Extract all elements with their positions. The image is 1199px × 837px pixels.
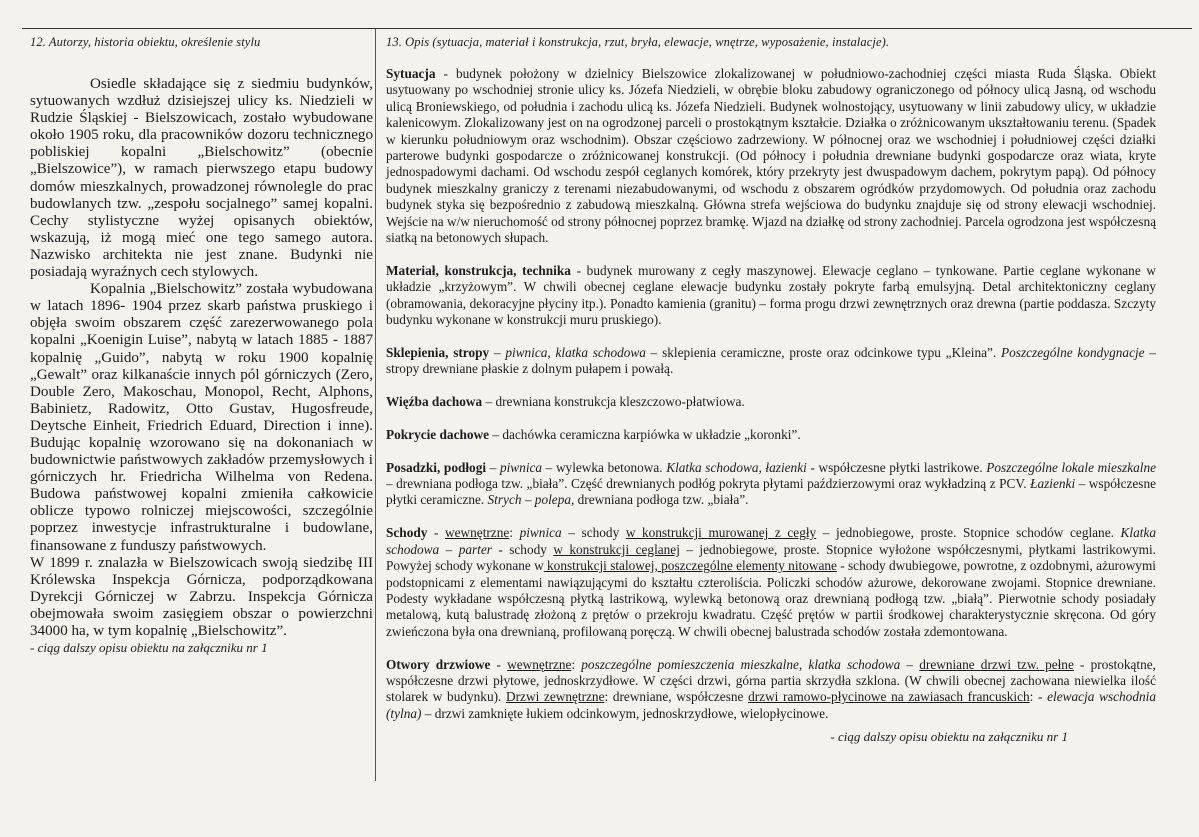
underlined-term: w konstrukcji ceglanej xyxy=(553,541,680,557)
room-name: piwnica, klatka schodowa xyxy=(505,344,646,360)
section-body: - budynek położony w dzielnicy Bielszowice zlokalizowanej w południowo-zachodniej części miasta Ruda Śląska. Obiekt usytuowany po wschodniej stronie ulicy ks. Józefa Niedzieli, w obrębie bloku zabudowy ograniczonego od północy ulicą Jasną, od wschodu ulicą Broniewskiego, od południa i zachodu ulicą ks. Józefa Niedzieli. Budynek wolnostojący, usytuowany w linii zabudowy ulicy, w układzie kalenicowym. Zlokalizowany jest on na ogrodzonej parceli o prostokątnym kształcie. Działka o zróżnicowanym ukształtowaniu terenu. (Spadek w kierunku południowym oraz wschodnim). Obszar częściowo zadrzewiony. W północnej oraz we wschodniej i południowej części działki parterowe budynki gospodarcze o zróżnicowanej konstrukcji. (Od północy i południa drewniane budynki gospodarcze oraz wiata, kryte jednospadowymi dachami. Od wschodu zespół ceglanych komórek, który przekryty jest dwuspadowym dachem, pokrytym papą). Od północy budynek mieszkalny graniczy z terenami niezabudowanymi, od wschodu z obszarem ogródków przydomowych. Od południa oraz zachodu budynek styka się bezpośrednio z zabudową mieszkalną. Główna strefa wejściowa do budynku znajduje się od strony elewacji wschodniej. Wejście na w/w nieruchomość od strony północnej poprzez bramkę. Wjazd na działkę od strony zachodniej. Parcela ogrodzona jest współczesną siatką na betonowych słupach. xyxy=(386,66,1156,246)
section-body: drewniana podłoga tzw. „biała”. xyxy=(574,492,749,508)
section-12-header: 12. Autorzy, historia obiektu, określenie stylu xyxy=(30,35,261,49)
room-name: poszczególne pomieszczenia mieszkalne, klatka schodowa xyxy=(581,656,901,672)
underlined-term: konstrukcji stalowej, poszczególne elementy nitowane xyxy=(543,558,837,574)
section-body: - współczesne płytki lastrikowe. xyxy=(806,459,987,475)
room-name: Klatka schodowa – parter xyxy=(386,525,1157,557)
section-body: – jednobiegowe, proste. Stopnice wyłożone współczesnymi, płytkami lastrikowymi. Powyżej schody wykonane w xyxy=(386,541,1156,574)
history-paragraph: W 1899 r. znalazła w Bielszowicach swoją siedzibę III Królewska Inspekcja Górnicza, podporządkowana Dyrekcji Górniczej w Zabrzu. Inspekcja Górnicza obejmowała swoim zasięgiem obszar o powierzchni 34000 ha, w tym kopalnię „Bielschowitz”. xyxy=(30,554,373,639)
section-otwory xyxy=(386,657,1156,723)
section-body: - schody dwubiegowe, powrotne, z ozdobnymi, ażurowymi podstopnicami z elementami nawiązującymi do kształtu czteroliścia. Policzki schodów ażurowe, dekorowane zwojami. Stopnice drewniane. Podesty wykładane współczesną płytką lastrikową, wylewką betonową oraz drewnianą podłogą tzw. „białą”. Pierwotnie schody posiadały metalową, kutą balustradę złożoną z prętów o przekroju kwadratu. Część prętów w partii środkowej charakterystycznie skręcona. Od góry zwieńczona była ona drewnianą, profilowaną poręczą. W chwili obecnej balustrada schodów została zdemontowana. xyxy=(386,558,1156,639)
section-sklepienia xyxy=(386,345,1156,378)
section-body: – współczesne płytki ceramiczne. xyxy=(386,476,1156,508)
separator: - xyxy=(427,525,446,541)
section-label: Materiał, konstrukcja, technika xyxy=(386,262,571,278)
section-body: – dachówka ceramiczna karpiówka w układzie „koronki”. xyxy=(489,426,801,442)
history-paragraph: Osiedle składające się z siedmiu budynków, sytuowanych wzdłuż dzisiejszej ulicy ks. Niedzieli w Rudzie Śląskiej - Bielszowicach, zostało wybudowane około 1905 roku, dla pracowników dozoru technicznego pobliskiej kopalni „Bielschowitz” (obecnie „Bielszowice”), w ramach pierwszego etapu budowy domów mieszkalnych, prowadzonej równolegle do prac budowlanych tzw. „zespołu socjalnego” samej kopalni. Cechy stylistyczne wyżej opisanych obiektów, wskazują, iż mogą mieć one tego samego autora. Nazwisko architekta nie jest znane. Budynki nie posiadają wyraźnych cech stylowych. xyxy=(30,76,373,281)
section-body: : xyxy=(509,525,520,541)
section-body: – drewniana podłoga tzw. „biała”. Część drewnianych podłóg pokryta płytami paździerzowymi oraz wykładziną z PCV. xyxy=(386,476,1031,492)
underlined-term: wewnętrzne xyxy=(507,656,572,672)
form-sheet xyxy=(22,28,1192,819)
section-body: : xyxy=(571,656,582,672)
section-body: - schody xyxy=(491,541,554,557)
room-name: piwnica xyxy=(499,459,543,475)
underlined-term: drewniane drzwi tzw. pełne xyxy=(919,656,1074,672)
description-text xyxy=(386,66,1156,722)
description-column xyxy=(386,29,1156,745)
section-sytuacja xyxy=(386,66,1156,246)
room-name: Poszczególne kondygnacje xyxy=(1001,344,1145,360)
room-name: Klatka schodowa, łazienki xyxy=(666,459,807,475)
section-13-header: 13. Opis (sytuacja, materiał i konstrukcja, rzut, bryła, elewacje, wnętrze, wyposażenie, instalacje). xyxy=(386,35,890,49)
separator: – xyxy=(486,459,500,475)
section-label: Posadzki, podłogi xyxy=(386,459,487,475)
room-name: Strych – polepa, xyxy=(487,492,575,508)
section-body: – wylewka betonowa. xyxy=(542,459,667,475)
section-wiezba xyxy=(386,394,1156,410)
underlined-term: wewnętrzne xyxy=(445,525,510,541)
continued-note-right: - ciąg dalszy opisu obiektu na załączniku nr 1 xyxy=(830,728,1068,744)
section-body: - budynek murowany z cegły maszynowej. Elewacje ceglano – tynkowane. Partie ceglane wykonane w układzie „krzyżowym”. W chwili obecnej ceglane elewacje budynku zostały pokryte farbą emulsyjną. Detal architektoniczny ceglany (obramowania, dekoracyjne płyciny itp.). Ponadto kamienia (granitu) – forma progu drzwi zewnętrznych oraz drewna (partie poddasza. Szczyty budynku wykonane w konstrukcji muru pruskiego). xyxy=(386,262,1156,328)
section-body: – xyxy=(900,656,920,672)
section-body: – schody xyxy=(561,525,626,541)
room-name: Łazienki xyxy=(1030,476,1076,492)
continued-note-left: - ciąg dalszy opisu obiektu na załączniku nr 1 xyxy=(30,640,268,656)
underlined-term: drzwi ramowo-płycinowe na zawiasach francuskich xyxy=(748,689,1030,705)
section-label: Sytuacja xyxy=(386,66,436,81)
column-divider xyxy=(375,29,376,781)
underlined-term: Drzwi zewnętrzne xyxy=(506,689,605,705)
authors-history-column xyxy=(30,29,373,656)
section-label: Pokrycie dachowe xyxy=(386,426,490,442)
section-body: – jednobiegowe, proste. Stopnice schodów ceglane. xyxy=(816,525,1121,541)
section-pokrycie xyxy=(386,427,1156,443)
section-body: – drewniana konstrukcja kleszczowo-płatwiowa. xyxy=(482,394,745,410)
section-label: Schody xyxy=(386,525,428,541)
room-name: Poszczególne lokale mieszkalne xyxy=(986,459,1156,475)
section-posadzki xyxy=(386,460,1156,509)
underlined-term: w konstrukcji murowanej z cegły xyxy=(625,525,817,541)
section-body: - prostokątne, współczesne drzwi płytowe, jednoskrzydłowe. W części drzwi, górna partia skrzydła szklona. (W chwili obecnej zachowana niewielka ilość stolarek w budynku). xyxy=(386,656,1156,705)
separator: – xyxy=(489,344,506,360)
section-schody xyxy=(386,525,1156,640)
section-label: Otwory drzwiowe xyxy=(386,656,491,672)
history-paragraph: Kopalnia „Bielschowitz” została wybudowana w latach 1896- 1904 przez skarb państwa pruskiego i objęła swoim obszarem część zarezerwowanego pola kopalni „Koenigin Luise”, nabytą w latach 1885 - 1887 kopalnię „Guido”, nabytą w roku 1900 kopalnię „Gewalt” oraz kilkanaście innych pól górniczych (Zero, Double Zero, Makoschau, Monopol, Recht, Alphons, Babinietz, Radowitz, Otto Gustav, Hugosfreude, Deytsche Einheit, Friedrich Eduard, Direction i inne). Budując kopalnię wzorowano się na dokonaniach w budownictwie państwowych zakładów przemysłowych i górniczych hr. Friedricha Wilhelma von Redena. Budowa państwowej kopalni zmieniła całkowicie oblicze typowo rolniczej miejscowości, szczególnie poprzez inwestycje infrastrukturalne i budowlane, finansowane z funduszy państwowych. xyxy=(30,281,373,554)
section-body: – stropy drewniane płaskie z dolnym pułapem i powałą. xyxy=(386,344,1156,377)
section-material xyxy=(386,263,1156,329)
section-body: : drewniane, współczesne xyxy=(604,689,749,705)
section-body: : - xyxy=(1029,689,1048,705)
section-label: Sklepienia, stropy xyxy=(386,344,490,360)
room-name: elewacja wschodnia (tylna) xyxy=(386,689,1156,721)
separator: - xyxy=(490,656,508,672)
room-name: piwnica xyxy=(519,525,562,541)
section-body: – drzwi zamknięte łukiem odcinkowym, jednoskrzydłowe, wielopłycinowe. xyxy=(421,705,829,721)
section-label: Więźba dachowa xyxy=(386,394,483,410)
history-text xyxy=(30,76,373,640)
section-body: – sklepienia ceramiczne, proste oraz odcinkowe typu „Kleina”. xyxy=(645,344,1001,360)
